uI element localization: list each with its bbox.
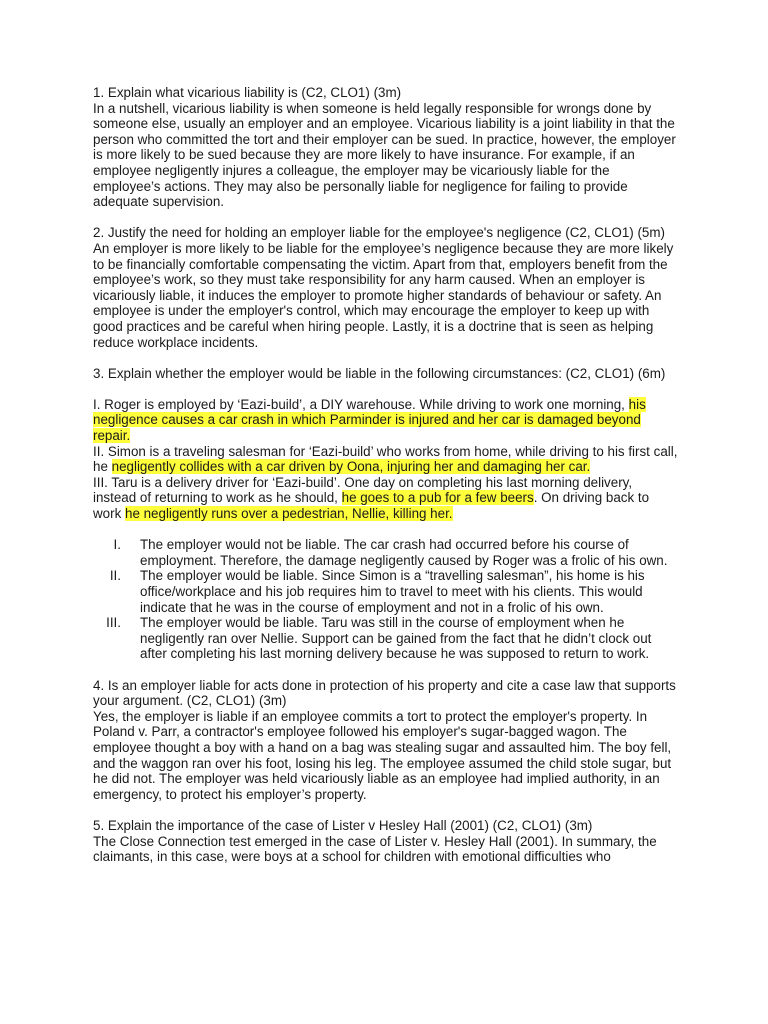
paragraph-gap — [93, 522, 678, 538]
scenario-3-highlight-pedestrian: he negligently runs over a pedestrian, Nellie, killing her. — [125, 506, 453, 522]
question-3-section — [93, 366, 678, 662]
question-2-section — [93, 225, 678, 350]
question-5-section — [93, 818, 678, 865]
scenario-3-highlight-pub: he goes to a pub for a few beers — [341, 490, 534, 506]
answer-item-number: III. — [106, 615, 121, 631]
answer-item-number: I. — [113, 537, 121, 553]
paragraph-gap — [93, 350, 678, 366]
question-5-heading: 5. Explain the importance of the case of Lister v Hesley Hall (2001) (C2, CLO1) (3m) — [93, 817, 593, 833]
answer-item-text: The employer would be liable. Taru was still in the course of employment when he negligently ran over Nellie. Support can be gained from the fact that he didn’t clock out after completing his last morning delivery because he was supposed to return to work. — [140, 615, 652, 662]
question-4-answer: Yes, the employer is liable if an employee commits a tort to protect the employer's property. In Poland v. Parr, a contractor's employee followed his employer's sugar-bagged wagon. The employee thought a boy with a hand on a bag was stealing sugar and assaulted him. The boy fell, and the waggon ran over his foot, losing his leg. The employee assumed the child stole sugar, but he did not. The employer was held vicariously liable as an employee had implied authority, in an emergency, to protect his employer’s property. — [93, 708, 672, 802]
question-5-answer: The Close Connection test emerged in the case of Lister v. Hesley Hall (2001). In summary, the claimants, in this case, were boys at a school for children with emotional difficulties who — [93, 833, 657, 865]
answer-list — [93, 537, 678, 662]
paragraph-gap — [93, 210, 678, 226]
scenario-2 — [93, 444, 678, 475]
scenario-1 — [93, 397, 678, 444]
question-2-answer: An employer is more likely to be liable for the employee’s negligence because they are more likely to be financially comfortable compensating the victim. Apart from that, employers benefit from the employee’s work, so they must take responsibility for any harm caused. When an employer is vicariously liable, it induces the employer to promote higher standards of behaviour or safety. An employee is under the employer's control, which may encourage the employer to keep up with good practices and be careful when hiring people. Lastly, it is a doctrine that is seen as helping reduce workplace incidents. — [93, 240, 674, 350]
scenario-3 — [93, 475, 678, 522]
question-4-section — [93, 678, 678, 803]
scenario-2-highlight: negligently collides with a car driven by Oona, injuring her and damaging her car. — [111, 459, 591, 475]
paragraph-gap — [93, 662, 678, 678]
question-1-section — [93, 85, 678, 210]
paragraph-gap — [93, 802, 678, 818]
answer-item-1 — [93, 537, 678, 568]
document-page — [93, 85, 678, 865]
scenario-1-text: I. Roger is employed by ‘Eazi-build’, a DIY warehouse. While driving to work one morning, — [93, 396, 629, 412]
answer-item-text: The employer would not be liable. The car crash had occurred before his course of employment. Therefore, the damage negligently caused by Roger was a frolic of his own. — [140, 537, 668, 568]
answer-item-2 — [93, 568, 678, 615]
question-1-answer: In a nutshell, vicarious liability is when someone is held legally responsible for wrongs done by someone else, usually an employer and an employee. Vicarious liability is a joint liability in that the person who committed the tort and their employer can be sued. In practice, however, the employer is more likely to be sued because they are more likely to have insurance. For example, if an employee negligently injures a colleague, the employer may be vicariously liable for the employee’s actions. They may also be personally liable for negligence for failing to provide adequate supervision. — [93, 100, 676, 210]
paragraph-gap — [93, 381, 678, 397]
scenario-1-highlight: his negligence causes a car crash in which Parminder is injured and her car is damaged beyond repair. — [93, 396, 646, 444]
answer-item-number: II. — [109, 568, 121, 584]
question-1-heading: 1. Explain what vicarious liability is (C2, CLO1) (3m) — [93, 85, 402, 100]
scenario-3-text-mid: . On driving back to work — [93, 490, 650, 522]
scenario-3-text: III. Taru is a delivery driver for ‘Eazi-build’. One day on completing his last morning delivery, instead of returning to work as he should, — [93, 474, 633, 506]
answer-item-3 — [93, 615, 678, 662]
question-3-heading: 3. Explain whether the employer would be liable in the following circumstances: (C2, CLO1) (6m) — [93, 365, 666, 381]
scenario-2-text: II. Simon is a traveling salesman for ‘Eazi-build’ who works from home, while driving to his first call, he — [93, 443, 678, 475]
question-4-heading: 4. Is an employer liable for acts done in protection of his property and cite a case law that supports your argument. (C2, CLO1) (3m) — [93, 677, 676, 709]
question-2-heading: 2. Justify the need for holding an employer liable for the employee's negligence (C2, CLO1) (5m) — [93, 225, 665, 241]
answer-item-text: The employer would be liable. Since Simon is a “travelling salesman”, his home is his office/workplace and his job requires him to travel to meet with his clients. This would indicate that he was in the course of employment and not in a frolic of his own. — [140, 568, 645, 615]
